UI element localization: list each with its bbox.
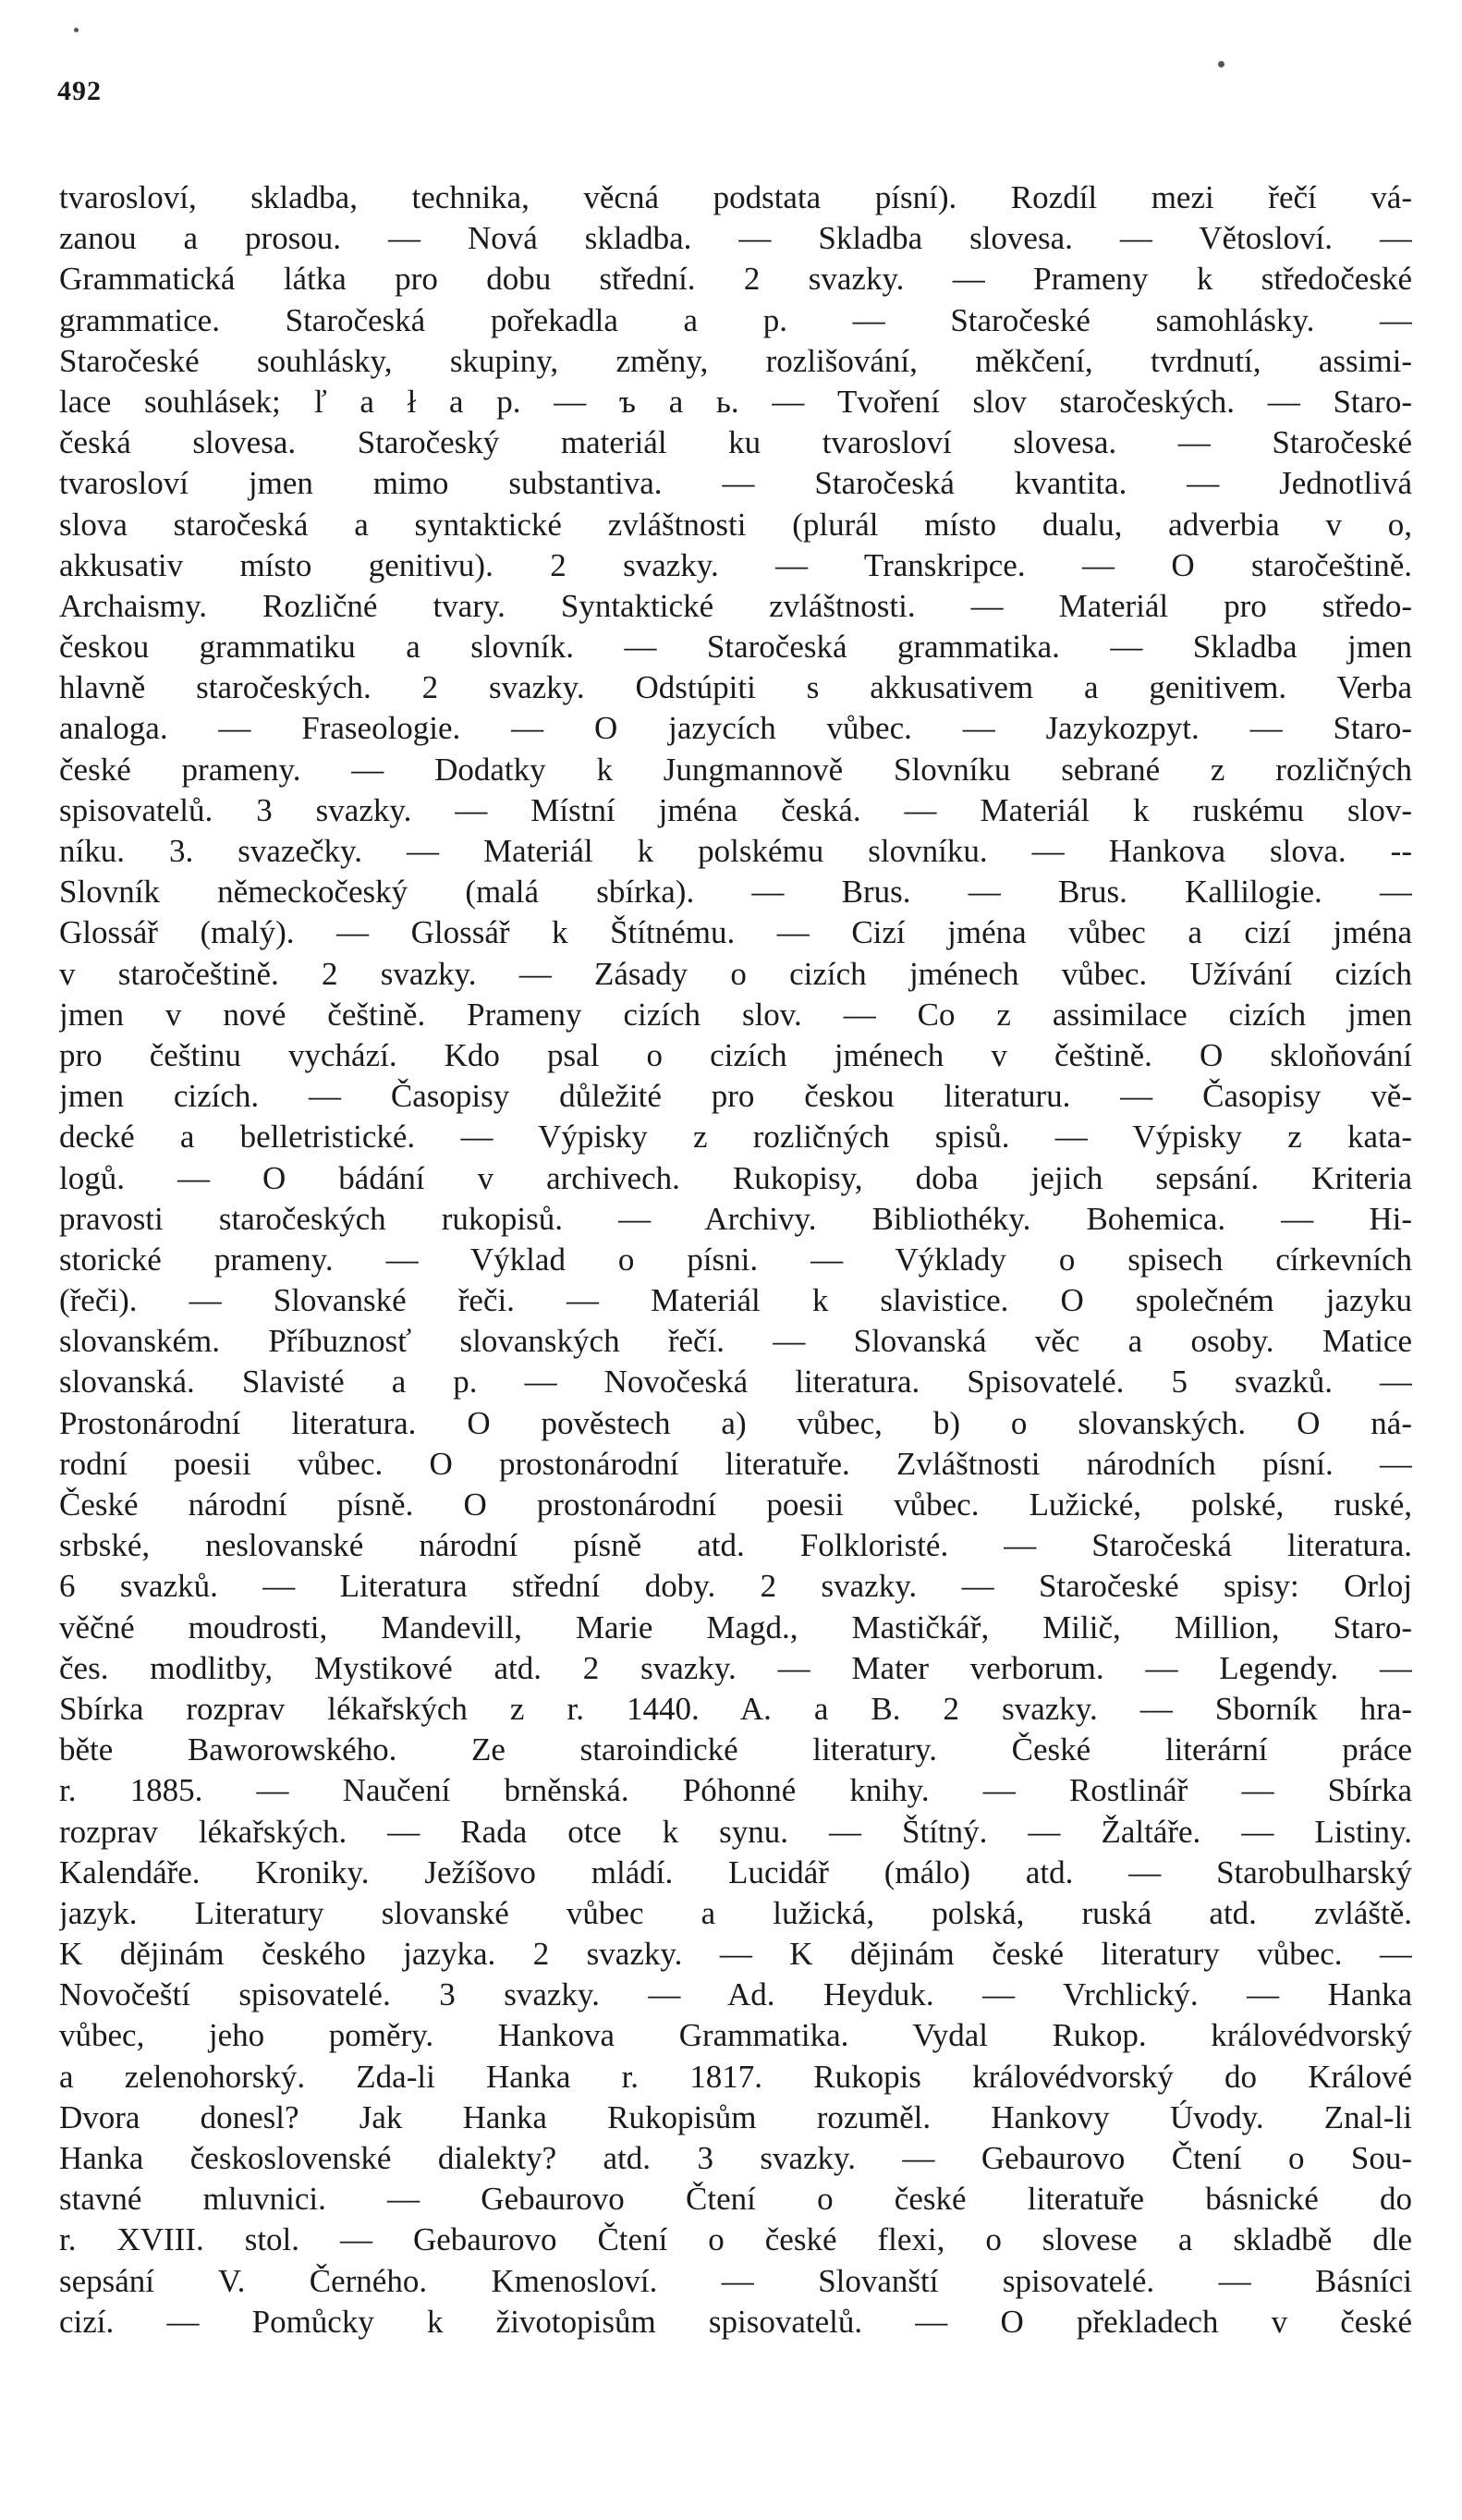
- text-line: r. XVIII. stol. — Gebaurovo Čtení o české flexi, o slovese a skladbě dle: [59, 2221, 1412, 2258]
- text-line: logů. — O bádání v archivech. Rukopisy, doba jejich sepsání. Kriteria: [59, 1159, 1412, 1196]
- text-line: stavné mluvnici. — Gebaurovo Čtení o české literatuře básnické do: [59, 2181, 1412, 2218]
- text-line: věčné moudrosti, Mandevill, Marie Magd., Mastičkář, Milič, Million, Staro-: [59, 1609, 1412, 1645]
- text-line: zanou a prosou. — Nová skladba. — Skladba slovesa. — Větosloví. —: [59, 220, 1412, 257]
- text-line: Prostonárodní literatura. O pověstech a) vůbec, b) o slovanských. O ná-: [59, 1404, 1412, 1441]
- text-line: v staročeštině. 2 svazky. — Zásady o cizích jménech vůbec. Užívání cizích: [59, 955, 1412, 992]
- text-line: Kalendáře. Kroniky. Ježíšovo mládí. Lucidář (málo) atd. — Starobulharský: [59, 1853, 1412, 1890]
- text-line: Slovník německočeský (malá sbírka). — Brus. — Brus. Kallilogie. —: [59, 874, 1412, 911]
- text-line: jmen v nové češtině. Prameny cizích slov. — Co z assimilace cizích jmen: [59, 996, 1412, 1033]
- print-speck: [1218, 61, 1224, 67]
- text-line: decké a belletristické. — Výpisky z rozličných spisů. — Výpisky z kata-: [59, 1119, 1412, 1156]
- text-line: Hanka československé dialekty? atd. 3 svazky. — Gebaurovo Čtení o Sou-: [59, 2140, 1412, 2176]
- text-line: cizí. — Pomůcky k životopisům spisovatelů. — O překladech v české: [59, 2303, 1412, 2340]
- text-line: a zelenohorský. Zda-li Hanka r. 1817. Rukopis královédvorský do Králové: [59, 2058, 1412, 2095]
- text-line: čes. modlitby, Mystikové atd. 2 svazky. — Mater verborum. — Legendy. —: [59, 1649, 1412, 1686]
- text-line: (řeči). — Slovanské řeči. — Materiál k slavistice. O společném jazyku: [59, 1282, 1412, 1319]
- text-line: pravosti staročeských rukopisů. — Archivy. Bibliothéky. Bohemica. — Hi-: [59, 1200, 1412, 1237]
- text-line: tvarosloví jmen mimo substantiva. — Staročeská kvantita. — Jednotlivá: [59, 465, 1412, 502]
- text-line: česká slovesa. Staročeský materiál ku tvarosloví slovesa. — Staročeské: [59, 424, 1412, 461]
- text-line: storické prameny. — Výklad o písni. — Výklady o spisech církevních: [59, 1241, 1412, 1278]
- text-line: K dějinám českého jazyka. 2 svazky. — K dějinám české literatury vůbec. —: [59, 1936, 1412, 1973]
- text-line: spisovatelů. 3 svazky. — Místní jména česká. — Materiál k ruskému slov-: [59, 791, 1412, 828]
- text-line: slovanském. Příbuznosť slovanských řečí. — Slovanská věc a osoby. Matice: [59, 1323, 1412, 1360]
- text-line: hlavně staročeských. 2 svazky. Odstúpiti s akkusativem a genitivem. Verba: [59, 669, 1412, 706]
- text-line: Sbírka rozprav lékařských z r. 1440. A. a B. 2 svazky. — Sborník hra-: [59, 1690, 1412, 1727]
- text-line: slovanská. Slavisté a p. — Novočeská literatura. Spisovatelé. 5 svazků. —: [59, 1364, 1412, 1401]
- text-line: Staročeské souhlásky, skupiny, změny, rozlišování, měkčení, tvrdnutí, assimi-: [59, 342, 1412, 379]
- print-speck: [74, 28, 79, 32]
- text-line: jazyk. Literatury slovanské vůbec a lužická, polská, ruská atd. zvláště.: [59, 1894, 1412, 1931]
- page-number: 492: [57, 76, 102, 106]
- text-line: běte Baworowského. Ze staroindické literatury. České literární práce: [59, 1731, 1412, 1768]
- text-line: akkusativ místo genitivu). 2 svazky. — Transkripce. — O staročeštině.: [59, 546, 1412, 583]
- text-line: grammatice. Staročeská pořekadla a p. — Staročeské samohlásky. —: [59, 301, 1412, 338]
- text-line: České národní písně. O prostonárodní poesii vůbec. Lužické, polské, ruské,: [59, 1486, 1412, 1523]
- text-line: vůbec, jeho poměry. Hankova Grammatika. Vydal Rukop. královédvorský: [59, 2017, 1412, 2054]
- text-line: Grammatická látka pro dobu střední. 2 svazky. — Prameny k středočeské: [59, 261, 1412, 298]
- text-line: rozprav lékařských. — Rada otce k synu. — Štítný. — Žaltáře. — Listiny.: [59, 1813, 1412, 1850]
- text-line: lace souhlásek; ľ a ł a p. — ъ a ь. — Tvoření slov staročeských. — Staro-: [59, 383, 1412, 420]
- text-line: jmen cizích. — Časopisy důležité pro českou literaturu. — Časopisy vě-: [59, 1078, 1412, 1115]
- text-line: srbské, neslovanské národní písně atd. Folkloristé. — Staročeská literatura.: [59, 1527, 1412, 1564]
- text-line: rodní poesii vůbec. O prostonárodní literatuře. Zvláštnosti národních písní. —: [59, 1445, 1412, 1482]
- text-line: Dvora donesl? Jak Hanka Rukopisům rozuměl. Hankovy Úvody. Znal-li: [59, 2098, 1412, 2135]
- text-line: Archaismy. Rozličné tvary. Syntaktické zvláštnosti. — Materiál pro středo-: [59, 587, 1412, 624]
- text-line: sepsání V. Černého. Kmenosloví. — Slovanští spisovatelé. — Básníci: [59, 2262, 1412, 2299]
- text-line: r. 1885. — Naučení brněnská. Póhonné knihy. — Rostlinář — Sbírka: [59, 1772, 1412, 1809]
- text-line: Glossář (malý). — Glossář k Štítnému. — Cizí jména vůbec a cizí jména: [59, 914, 1412, 951]
- text-line: níku. 3. svazečky. — Materiál k polskému slovníku. — Hankova slova. --: [59, 833, 1412, 869]
- text-line: české prameny. — Dodatky k Jungmannově Slovníku sebrané z rozličných: [59, 751, 1412, 788]
- text-line: Novočeští spisovatelé. 3 svazky. — Ad. Heyduk. — Vrchlický. — Hanka: [59, 1976, 1412, 2013]
- body-text: [59, 177, 1412, 2343]
- text-line: 6 svazků. — Literatura střední doby. 2 svazky. — Staročeské spisy: Orloj: [59, 1568, 1412, 1605]
- text-line: tvarosloví, skladba, technika, věcná podstata písní). Rozdíl mezi řečí vá-: [59, 179, 1412, 215]
- text-line: českou grammatiku a slovník. — Staročeská grammatika. — Skladba jmen: [59, 629, 1412, 666]
- text-line: pro češtinu vychází. Kdo psal o cizích jménech v češtině. O skloňování: [59, 1036, 1412, 1073]
- text-line: analoga. — Fraseologie. — O jazycích vůbec. — Jazykozpyt. — Staro-: [59, 710, 1412, 747]
- text-line: slova staročeská a syntaktické zvláštnosti (plurál místo dualu, adverbia v o,: [59, 506, 1412, 543]
